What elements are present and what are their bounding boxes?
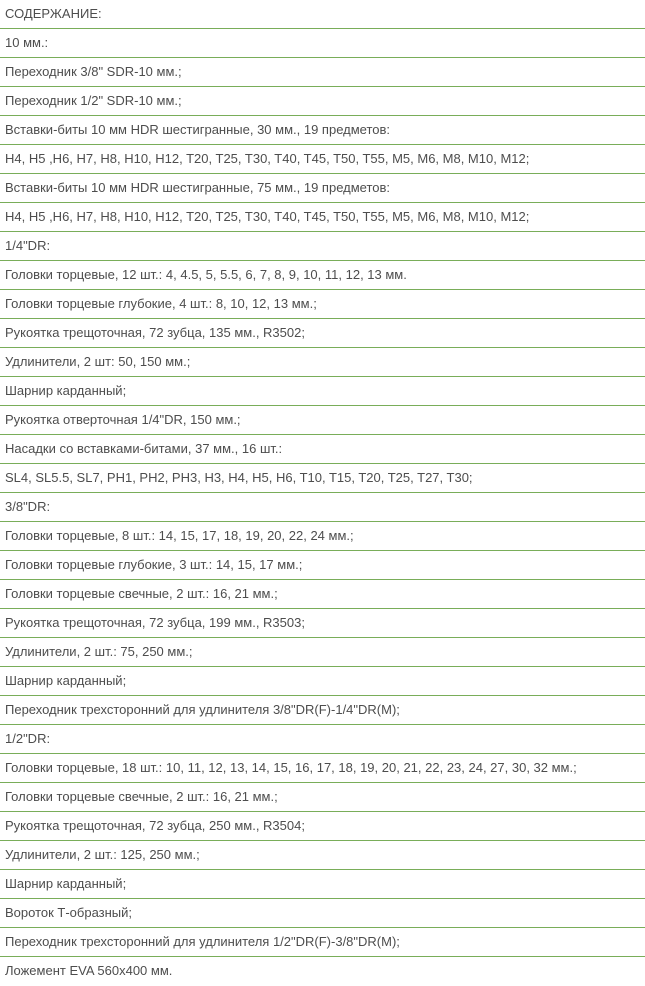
list-item: Удлинители, 2 шт.: 125, 250 мм.;	[0, 841, 645, 870]
list-item: Переходник 1/2" SDR-10 мм.;	[0, 87, 645, 116]
list-item: Головки торцевые, 12 шт.: 4, 4.5, 5, 5.5, 6, 7, 8, 9, 10, 11, 12, 13 мм.	[0, 261, 645, 290]
list-item: 1/2"DR:	[0, 725, 645, 754]
list-item: Шарнир карданный;	[0, 377, 645, 406]
list-item: Рукоятка трещоточная, 72 зубца, 250 мм., R3504;	[0, 812, 645, 841]
list-item: Головки торцевые свечные, 2 шт.: 16, 21 мм.;	[0, 783, 645, 812]
list-item: Ложемент EVA 560x400 мм.	[5, 963, 173, 978]
list-item: СОДЕРЖАНИЕ:	[0, 0, 645, 29]
list-item: SL4, SL5.5, SL7, PH1, PH2, PH3, H3, H4, H5, H6, T10, T15, T20, T25, T27, T30;	[0, 464, 645, 493]
list-item: Переходник трехсторонний для удлинителя 1/2"DR(F)-3/8"DR(M);	[0, 928, 645, 957]
list-item: Шарнир карданный;	[0, 870, 645, 899]
list-item: 1/4"DR:	[0, 232, 645, 261]
list-item: Насадки со вставками-битами, 37 мм., 16 шт.:	[0, 435, 645, 464]
list-item: Шарнир карданный;	[0, 667, 645, 696]
list-item: Головки торцевые глубокие, 4 шт.: 8, 10, 12, 13 мм.;	[0, 290, 645, 319]
list-item: Рукоятка трещоточная, 72 зубца, 135 мм., R3502;	[0, 319, 645, 348]
list-item: Головки торцевые, 8 шт.: 14, 15, 17, 18, 19, 20, 22, 24 мм.;	[0, 522, 645, 551]
list-item: Вставки-биты 10 мм HDR шестигранные, 30 мм., 19 предметов:	[0, 116, 645, 145]
list-item: Рукоятка отверточная 1/4"DR, 150 мм.;	[0, 406, 645, 435]
list-item: Вставки-биты 10 мм HDR шестигранные, 75 мм., 19 предметов:	[0, 174, 645, 203]
list-item: Переходник 3/8" SDR-10 мм.;	[0, 58, 645, 87]
list-item: H4, H5 ,H6, H7, H8, H10, H12, T20, T25, T30, T40, T45, T50, T55, M5, M6, M8, M10, M12;	[0, 203, 645, 232]
list-item: 3/8"DR:	[0, 493, 645, 522]
list-item: Удлинители, 2 шт: 50, 150 мм.;	[0, 348, 645, 377]
list-item: Головки торцевые, 18 шт.: 10, 11, 12, 13, 14, 15, 16, 17, 18, 19, 20, 21, 22, 23, 24, 27, 30, 32 мм.;	[0, 754, 645, 783]
list-item: Рукоятка трещоточная, 72 зубца, 199 мм., R3503;	[0, 609, 645, 638]
list-item: Переходник трехсторонний для удлинителя 3/8"DR(F)-1/4"DR(M);	[0, 696, 645, 725]
list-item: 10 мм.:	[0, 29, 645, 58]
list-item: Удлинители, 2 шт.: 75, 250 мм.;	[0, 638, 645, 667]
list-item: Головки торцевые глубокие, 3 шт.: 14, 15, 17 мм.;	[0, 551, 645, 580]
list-item: Головки торцевые свечные, 2 шт.: 16, 21 мм.;	[0, 580, 645, 609]
list-item: Вороток Т-образный;	[0, 899, 645, 928]
list-item: H4, H5 ,H6, H7, H8, H10, H12, T20, T25, T30, T40, T45, T50, T55, M5, M6, M8, M10, M12;	[0, 145, 645, 174]
